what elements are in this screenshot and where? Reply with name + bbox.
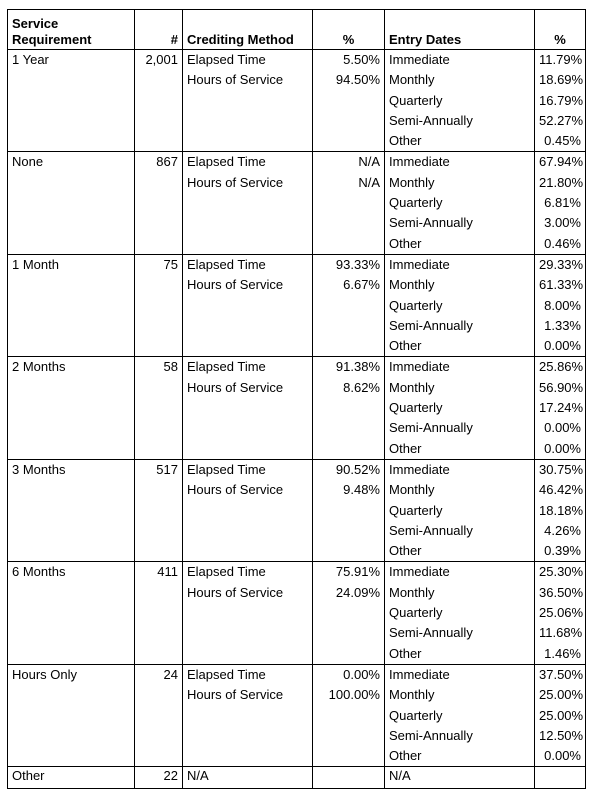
service-requirement-cell: 3 Months (8, 459, 135, 561)
entry-date-item: Other (389, 543, 422, 559)
crediting-method-item: Elapsed Time (187, 154, 266, 170)
crediting-method-cell (183, 562, 313, 664)
crediting-percent-cell (313, 664, 385, 766)
header-entry-percent: % (535, 10, 586, 50)
entry-date-item: Other (389, 235, 422, 251)
crediting-percent-item: 94.50% (335, 72, 380, 88)
crediting-percent-cell (313, 767, 385, 788)
crediting-method-item: Hours of Service (187, 174, 284, 190)
plan-count-cell: 75 (135, 254, 183, 356)
entry-percent-item: 25.86% (539, 359, 584, 375)
table-row (8, 459, 586, 561)
entry-dates-cell (385, 664, 535, 766)
entry-percent-item: 12.50% (539, 727, 584, 743)
entry-date-item: Monthly (389, 72, 435, 88)
crediting-percent-cell (313, 152, 385, 254)
crediting-method-item: N/A (187, 768, 209, 784)
crediting-percent-item: 9.48% (343, 482, 380, 498)
entry-date-item: Monthly (389, 584, 435, 600)
entry-percent-cell (535, 767, 586, 788)
entry-percent-cell (535, 152, 586, 254)
entry-date-item: Monthly (389, 379, 435, 395)
header-service-requirement: Service Requirement (8, 10, 135, 50)
crediting-method-item: Elapsed Time (187, 666, 266, 682)
crediting-method-cell (183, 664, 313, 766)
service-requirement-cell: 2 Months (8, 357, 135, 459)
entry-percent-item: 1.33% (544, 317, 581, 333)
entry-date-item: Monthly (389, 174, 435, 190)
entry-percent-item: 1.46% (544, 645, 581, 661)
entry-date-item: Quarterly (389, 707, 443, 723)
crediting-percent-item: 24.09% (335, 584, 380, 600)
entry-percent-item: 4.26% (544, 522, 581, 538)
entry-date-item: Quarterly (389, 195, 443, 211)
entry-date-item: Other (389, 440, 422, 456)
crediting-method-item: Hours of Service (187, 277, 284, 293)
table-row (8, 562, 586, 664)
entry-date-item: Immediate (389, 359, 450, 375)
entry-percent-item: 21.80% (539, 174, 584, 190)
header-entry-dates: Entry Dates (385, 10, 535, 50)
table-row (8, 767, 586, 788)
entry-date-item: Semi-Annually (389, 625, 473, 641)
entry-date-item: Quarterly (389, 92, 443, 108)
crediting-method-cell (183, 459, 313, 561)
entry-date-item: N/A (389, 768, 411, 784)
entry-percent-cell (535, 664, 586, 766)
entry-dates-cell (385, 254, 535, 356)
entry-percent-item: 18.18% (539, 502, 584, 518)
crediting-method-cell (183, 767, 313, 788)
service-requirement-cell: Hours Only (8, 664, 135, 766)
entry-percent-item: 16.79% (539, 92, 584, 108)
entry-percent-item: 0.45% (544, 133, 581, 149)
entry-date-item: Semi-Annually (389, 112, 473, 128)
entry-percent-item: 30.75% (539, 461, 584, 477)
table-row (8, 664, 586, 766)
crediting-percent-cell (313, 50, 385, 152)
service-requirement-cell: Other (8, 767, 135, 788)
entry-date-item: Other (389, 748, 422, 764)
crediting-method-item: Elapsed Time (187, 359, 266, 375)
entry-date-item: Quarterly (389, 400, 443, 416)
crediting-percent-item: 0.00% (343, 666, 380, 682)
entry-percent-item: 0.00% (544, 338, 581, 354)
plan-count-cell: 517 (135, 459, 183, 561)
entry-dates-cell (385, 50, 535, 152)
crediting-method-cell (183, 152, 313, 254)
crediting-method-item: Hours of Service (187, 72, 284, 88)
entry-date-item: Other (389, 338, 422, 354)
crediting-method-item: Hours of Service (187, 584, 284, 600)
entry-percent-item: 46.42% (539, 482, 584, 498)
entry-date-item: Quarterly (389, 605, 443, 621)
table-row (8, 152, 586, 254)
crediting-method-item: Elapsed Time (187, 52, 266, 67)
service-requirement-cell: 6 Months (8, 562, 135, 664)
entry-date-item: Quarterly (389, 502, 443, 518)
entry-percent-item: 0.46% (544, 235, 581, 251)
entry-percent-item: 61.33% (539, 277, 584, 293)
entry-dates-cell (385, 767, 535, 788)
entry-percent-item: 29.33% (539, 256, 584, 272)
entry-percent-cell (535, 50, 586, 152)
entry-percent-item: 3.00% (544, 215, 581, 231)
entry-percent-cell (535, 254, 586, 356)
crediting-percent-item: N/A (358, 174, 380, 190)
crediting-percent-cell (313, 562, 385, 664)
plan-count-cell: 24 (135, 664, 183, 766)
entry-dates-cell (385, 459, 535, 561)
entry-date-item: Monthly (389, 687, 435, 703)
crediting-percent-item: 75.91% (335, 564, 380, 580)
entry-dates-cell (385, 562, 535, 664)
crediting-method-item: Elapsed Time (187, 256, 266, 272)
entry-percent-item: 67.94% (539, 154, 584, 170)
plan-count-cell: 58 (135, 357, 183, 459)
entry-percent-item: 36.50% (539, 584, 584, 600)
entry-date-item: Semi-Annually (389, 727, 473, 743)
entry-percent-cell (535, 357, 586, 459)
entry-percent-item: 6.81% (544, 195, 581, 211)
entry-percent-item: 8.00% (544, 297, 581, 313)
entry-percent-item: 56.90% (539, 379, 584, 395)
header-row (8, 10, 586, 50)
entry-date-item: Immediate (389, 52, 450, 67)
entry-percent-item: 25.00% (539, 707, 584, 723)
entry-date-item: Immediate (389, 461, 450, 477)
entry-date-item: Monthly (389, 277, 435, 293)
entry-date-item: Semi-Annually (389, 522, 473, 538)
entry-percent-item: 18.69% (539, 72, 584, 88)
service-requirement-cell: 1 Year (8, 50, 135, 152)
entry-date-item: Other (389, 133, 422, 149)
entry-date-item: Semi-Annually (389, 317, 473, 333)
crediting-method-cell (183, 357, 313, 459)
crediting-method-cell (183, 254, 313, 356)
entry-date-item: Immediate (389, 256, 450, 272)
entry-percent-item: 11.68% (539, 625, 583, 641)
crediting-method-item: Elapsed Time (187, 564, 266, 580)
entry-percent-item: 0.00% (544, 748, 581, 764)
entry-percent-cell (535, 459, 586, 561)
plan-count-cell: 22 (135, 767, 183, 788)
entry-percent-item: 25.00% (539, 687, 584, 703)
entry-date-item: Immediate (389, 564, 450, 580)
table-row (8, 50, 586, 152)
entry-percent-item: 17.24% (539, 400, 584, 416)
table-row (8, 254, 586, 356)
entry-percent-item: 0.00% (544, 420, 581, 436)
plan-count-cell: 411 (135, 562, 183, 664)
table-row (8, 357, 586, 459)
entry-percent-item: 52.27% (539, 112, 584, 128)
crediting-percent-item: 90.52% (335, 461, 380, 477)
entry-date-item: Immediate (389, 666, 450, 682)
crediting-percent-item: 100.00% (328, 687, 380, 703)
entry-dates-cell (385, 357, 535, 459)
crediting-method-item: Elapsed Time (187, 461, 266, 477)
entry-date-item: Other (389, 645, 422, 661)
entry-dates-cell (385, 152, 535, 254)
entry-date-item: Semi-Annually (389, 215, 473, 231)
entry-percent-item: 25.30% (539, 564, 584, 580)
crediting-method-cell (183, 50, 313, 152)
crediting-percent-item: 91.38% (335, 359, 380, 375)
crediting-method-item: Hours of Service (187, 687, 284, 703)
crediting-percent-cell (313, 459, 385, 561)
crediting-percent-item: 6.67% (343, 277, 380, 293)
header-count: # (135, 10, 183, 50)
entry-percent-cell (535, 562, 586, 664)
crediting-percent-cell (313, 254, 385, 356)
crediting-percent-item: N/A (358, 154, 380, 170)
entry-percent-item: 37.50% (539, 666, 584, 682)
crediting-method-item: Hours of Service (187, 379, 284, 395)
crediting-percent-item: 8.62% (343, 379, 380, 395)
entry-date-item: Monthly (389, 482, 435, 498)
service-requirement-cell: None (8, 152, 135, 254)
entry-date-item: Immediate (389, 154, 450, 170)
entry-date-item: Semi-Annually (389, 420, 473, 436)
entry-date-item: Quarterly (389, 297, 443, 313)
plan-count-cell: 2,001 (135, 50, 183, 152)
entry-percent-item: 0.39% (544, 543, 581, 559)
header-crediting-method: Crediting Method (183, 10, 313, 50)
entry-percent-item: 0.00% (544, 440, 581, 456)
plan-count-cell: 867 (135, 152, 183, 254)
crediting-percent-cell (313, 357, 385, 459)
crediting-method-item: Hours of Service (187, 482, 284, 498)
service-requirement-cell: 1 Month (8, 254, 135, 356)
service-requirements-table (7, 9, 586, 789)
crediting-percent-item: 5.50% (343, 52, 380, 67)
header-crediting-percent: % (313, 10, 385, 50)
entry-percent-item: 25.06% (539, 605, 584, 621)
crediting-percent-item: 93.33% (335, 256, 380, 272)
entry-percent-item: 11.79% (539, 52, 583, 67)
